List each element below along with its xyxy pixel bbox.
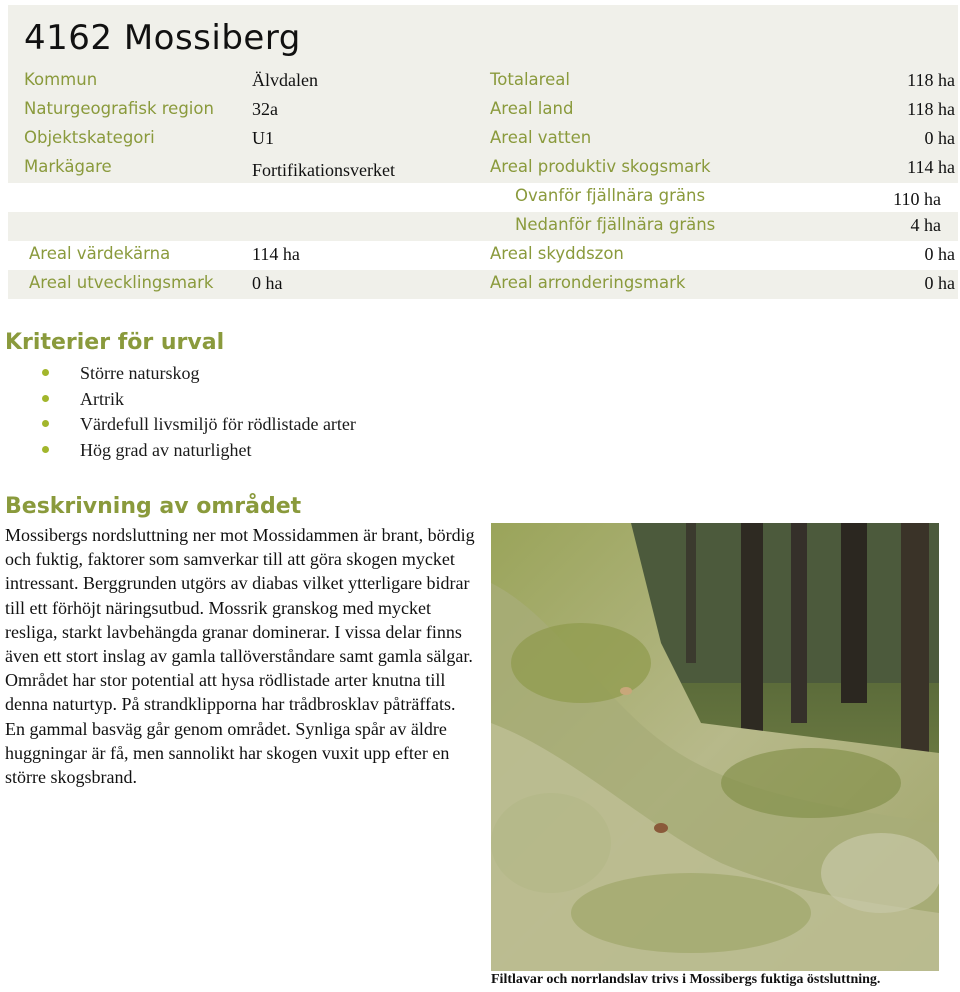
areal-land-label: Areal land [490,99,574,118]
criteria-item: Värdefull livsmiljö för rödlistade arter [40,413,356,439]
page-title: 4162 Mossiberg [24,18,301,58]
areal-land-value: 118 ha [907,99,955,119]
utvecklingsmark-label: Areal utvecklingsmark [29,273,214,292]
info-row-kategori [8,125,958,154]
kommun-value: Älvdalen [252,70,318,90]
vardekarna-label: Areal värdekärna [29,244,171,263]
areal-vatten-label: Areal vatten [490,128,592,147]
arronderingsmark-label: Areal arronderingsmark [490,273,686,292]
description-text: Mossibergs nordsluttning ner mot Mossidammen är brant, bördig och fuktig, faktorer som samverkar till att göra skogen mycket intressant. Berggrunden utgörs av diabas vilket ytterligare bidrar till ett förhöjt näringsutbud. Mossrik granskog med mycket resliga, starkt lavbehängda granar dominerar. I vissa delar finns även ett stort inslag av gamla tallöverståndare samt gamla sälgar. Området har stor potential att hysa rödlistade arter knutna till denna naturtyp. På strandklipporna har trådbrosklav påträffats. En gammal basväg går genom området. Synliga spår av äldre huggningar är få, men sannolikt har skogen vuxit upp efter en större skogsbrand. [5,525,475,788]
markagare-value: Fortifikationsverket [252,160,395,180]
info-row-utvecklingsmark [8,270,958,299]
info-table [8,67,958,299]
produktiv-value: 114 ha [907,157,955,177]
bullet-icon [42,446,49,453]
bullet-icon [42,369,49,376]
forest-photo [491,523,939,971]
region-label: Naturgeografisk region [24,99,214,118]
vardekarna-value: 114 ha [252,244,300,264]
info-row-ovanfor [8,183,958,212]
bullet-icon [42,395,49,402]
totalareal-label: Totalareal [490,70,570,89]
info-row-nedanfor [8,212,958,241]
criteria-item: Artrik [40,388,356,414]
nedanfor-value: 4 ha [910,215,941,235]
ovanfor-value: 110 ha [893,189,941,209]
info-row-kommun [8,67,958,96]
ovanfor-label: Ovanför fjällnära gräns [515,186,706,205]
info-row-vardekarna [8,241,958,270]
region-value: 32a [252,99,278,119]
kategori-value: U1 [252,128,274,148]
totalareal-value: 118 ha [907,70,955,90]
utvecklingsmark-value: 0 ha [252,273,283,293]
info-row-region [8,96,958,125]
kategori-label: Objektskategori [24,128,155,147]
description-heading: Beskrivning av området [5,494,302,519]
kommun-label: Kommun [24,70,98,89]
title-bar [8,5,958,67]
criteria-heading: Kriterier för urval [5,330,225,355]
criteria-item: Större naturskog [40,362,356,388]
criteria-item: Hög grad av naturlighet [40,439,356,465]
photo-caption: Filtlavar och norrlandslav trivs i Mossibergs fuktiga östsluttning. [491,972,881,987]
produktiv-label: Areal produktiv skogsmark [490,157,711,176]
criteria-list [40,362,356,464]
bullet-icon [42,420,49,427]
nedanfor-label: Nedanför fjällnära gräns [515,215,716,234]
areal-vatten-value: 0 ha [924,128,955,148]
skyddszon-label: Areal skyddszon [490,244,624,263]
arronderingsmark-value: 0 ha [924,273,955,293]
info-row-markagare [8,154,958,183]
skyddszon-value: 0 ha [924,244,955,264]
markagare-label: Markägare [24,157,112,176]
